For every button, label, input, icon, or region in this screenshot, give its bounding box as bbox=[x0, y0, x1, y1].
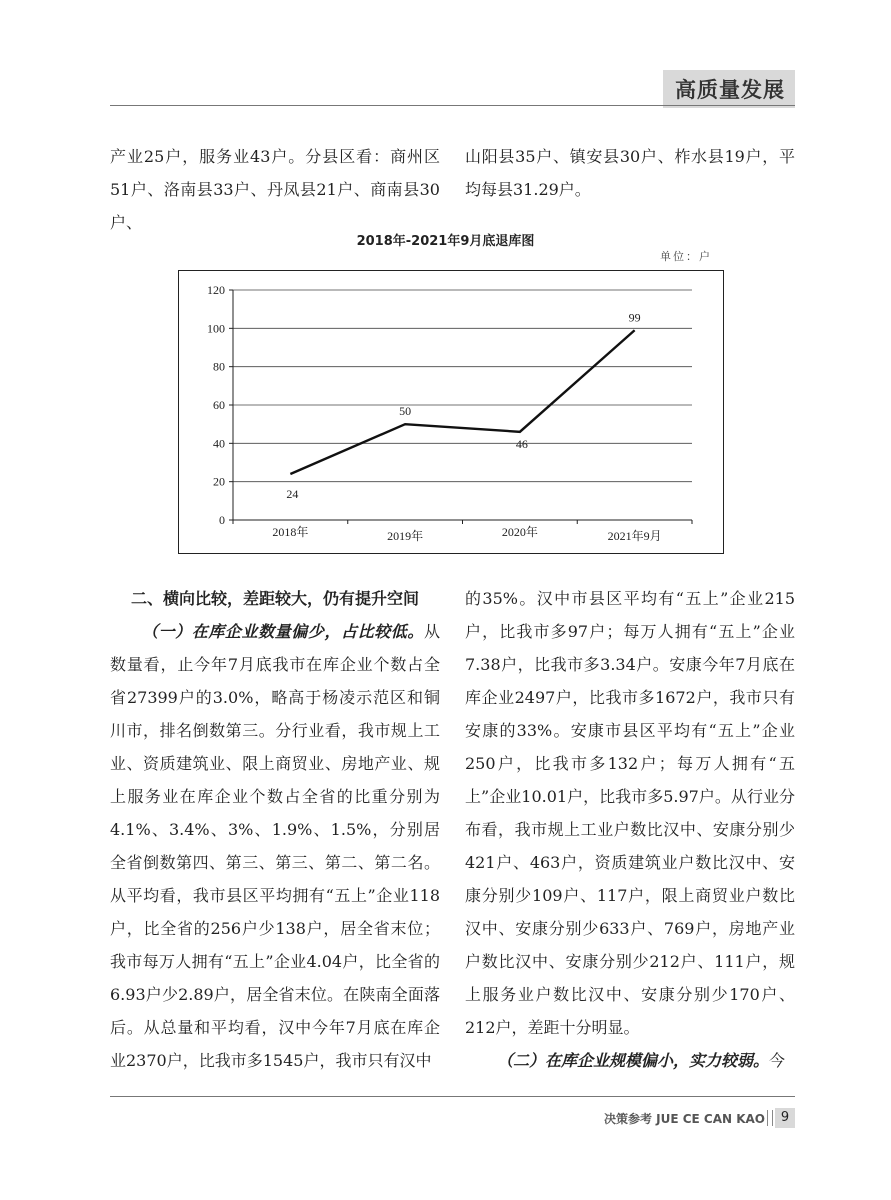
subsection-2-title: （二）在库企业规模偏小，实力较弱。 bbox=[497, 1051, 770, 1070]
data-label: 99 bbox=[628, 310, 641, 325]
subsection-1-body: 从数量看，止今年7月底我市在库企业个数占全省27399户的3.0%，略高于杨凌示范区和铜川市，排名倒数第三。分行业看，我市规上工业、资质建筑业、限上商贸业、房地产业、规上服务业在库企业个数占全省的比重分别为4.1%、3.4%、3%、1.9%、1.5%，分别居全省倒数第四、第三、第三、第二、第二名。从平均看，我市县区平均拥有“五上”企业118户，比全省的256户少138户，居全省末位；我市每万人拥有“五上”企业4.04户，比全省的6.93户少2.89户，居全省末位。在陕南全面落后。从总量和平均看，汉中今年7月底在库企业2370户，比我市多1545户，我市只有汉中 bbox=[110, 622, 440, 1070]
header-divider bbox=[110, 105, 795, 106]
line-chart bbox=[178, 270, 724, 554]
y-tick-label: 20 bbox=[213, 474, 225, 489]
top-left-paragraph: 产业25户，服务业43户。分县区看：商州区51户、洛南县33户、丹凤县21户、商南县30户、 bbox=[110, 147, 440, 232]
x-tick-label: 2021年9月 bbox=[607, 529, 662, 543]
y-tick-label: 60 bbox=[213, 398, 225, 412]
footer-separator bbox=[767, 1110, 773, 1126]
y-tick-label: 40 bbox=[213, 436, 225, 451]
journal-name: 决策参考 JUE CE CAN KAO bbox=[603, 1112, 765, 1126]
right-paragraph: 的35%。汉中市县区平均有“五上”企业215户，比我市多97户；每万人拥有“五上”企业7.38户，比我市多3.34户。安康今年7月底在库企业2497户，比我市多1672户，我市只有安康的33%。安康市县区平均有“五上”企业250户，比我市多132户；每万人拥有“五上”企业10.01户，比我市多5.97户。从行业分布看，我市规上工业户数比汉中、安康分别少421户、463户，资质建筑业户数比汉中、安康分别少109户、117户，限上商贸业户数比汉中、安康分别少633户、769户，房地产业户数比汉中、安康分别少212户、111户，规上服务业户数比汉中、安康分别少170户、212户，差距十分明显。 bbox=[465, 589, 795, 1037]
y-tick-label: 120 bbox=[207, 283, 225, 297]
section-heading: 二、横向比较，差距较大，仍有提升空间 bbox=[130, 589, 419, 608]
y-tick-label: 0 bbox=[219, 513, 225, 527]
top-right-column bbox=[465, 140, 795, 206]
footer-divider bbox=[110, 1096, 795, 1097]
right-column bbox=[465, 582, 795, 1077]
chart-title: 2018年-2021年9月底退库图 bbox=[356, 234, 535, 249]
subsection-2-body: 今 bbox=[769, 1051, 786, 1070]
subsection-1-paragraph bbox=[110, 615, 440, 1077]
top-left-column bbox=[110, 140, 440, 239]
subsection-2-paragraph bbox=[465, 1044, 795, 1077]
x-tick-label: 2019年 bbox=[387, 529, 424, 543]
chart-frame bbox=[179, 271, 724, 554]
chart-svg bbox=[178, 270, 724, 554]
y-tick-label: 100 bbox=[207, 321, 225, 336]
page-number: 9 bbox=[775, 1108, 795, 1128]
subsection-1-title: （一）在库企业数量偏少，占比较低。 bbox=[142, 622, 424, 641]
section-title: 高质量发展 bbox=[663, 70, 795, 108]
data-label: 50 bbox=[399, 404, 412, 419]
chart-unit: 单位：户 bbox=[660, 250, 712, 263]
top-right-paragraph: 山阳县35户、镇安县30户、柞水县19户，平均每县31.29户。 bbox=[465, 147, 795, 199]
x-tick-label: 2018年 bbox=[272, 525, 309, 539]
data-label: 24 bbox=[286, 487, 299, 501]
y-tick-label: 80 bbox=[213, 359, 225, 374]
data-label: 46 bbox=[515, 436, 528, 451]
left-column bbox=[110, 582, 440, 1077]
x-tick-label: 2020年 bbox=[501, 525, 538, 539]
